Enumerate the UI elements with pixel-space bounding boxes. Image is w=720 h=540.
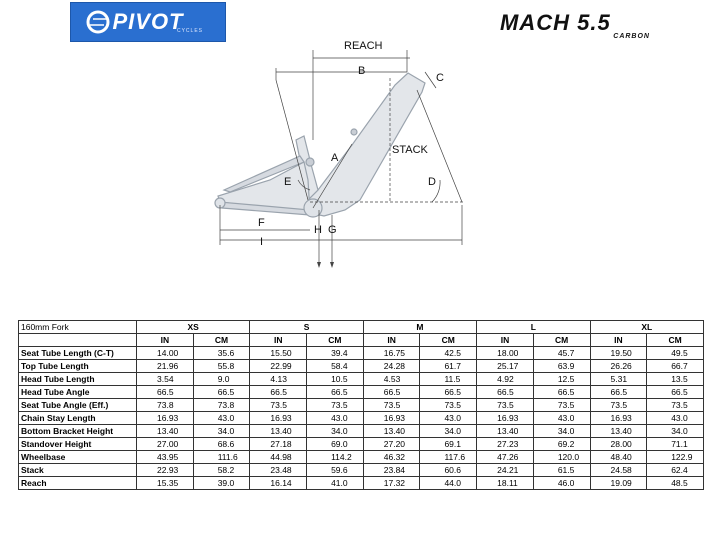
table-row — [19, 412, 704, 425]
table-cell: 4.53 — [363, 373, 420, 386]
table-cell: 11.5 — [420, 373, 477, 386]
table-cell: 34.0 — [647, 425, 704, 438]
geometry-table — [18, 320, 704, 490]
table-row — [19, 425, 704, 438]
brand-sub: CYCLES — [176, 28, 203, 34]
table-cell: 34.0 — [533, 425, 590, 438]
table-cell: 23.48 — [250, 464, 307, 477]
table-cell: 12.5 — [533, 373, 590, 386]
label-reach: REACH — [344, 40, 383, 52]
row-label: Head Tube Angle — [19, 386, 137, 399]
table-cell: 44.0 — [420, 477, 477, 490]
table-cell: 13.5 — [647, 373, 704, 386]
table-cell: 73.5 — [647, 399, 704, 412]
table-cell: 66.5 — [193, 386, 250, 399]
table-cell: 4.13 — [250, 373, 307, 386]
table-cell: 23.84 — [363, 464, 420, 477]
table-cell: 3.54 — [137, 373, 194, 386]
row-label: Seat Tube Length (C-T) — [19, 347, 137, 360]
size-header: XS — [137, 321, 250, 334]
table-cell: 58.2 — [193, 464, 250, 477]
table-cell: 73.5 — [477, 399, 534, 412]
unit-in: IN — [363, 334, 420, 347]
pivot-swoosh-icon — [85, 9, 111, 35]
table-cell: 41.0 — [307, 477, 364, 490]
unit-cm: CM — [647, 334, 704, 347]
table-cell: 46.0 — [533, 477, 590, 490]
label-f: F — [258, 217, 265, 229]
table-row — [19, 360, 704, 373]
table-row — [19, 373, 704, 386]
table-row — [19, 438, 704, 451]
label-c: C — [436, 72, 444, 84]
table-cell: 13.40 — [137, 425, 194, 438]
table-cell: 43.0 — [647, 412, 704, 425]
pivot-cycles-logo — [70, 2, 226, 42]
mach-model-logo — [500, 10, 660, 40]
table-cell: 10.5 — [307, 373, 364, 386]
table-cell: 63.9 — [533, 360, 590, 373]
table-cell: 44.98 — [250, 451, 307, 464]
table-cell: 66.5 — [533, 386, 590, 399]
table-cell: 27.23 — [477, 438, 534, 451]
row-label: Bottom Bracket Height — [19, 425, 137, 438]
row-label: Stack — [19, 464, 137, 477]
table-cell: 66.5 — [363, 386, 420, 399]
frame-geometry-diagram — [200, 40, 490, 270]
table-cell: 48.5 — [647, 477, 704, 490]
table-cell: 22.93 — [137, 464, 194, 477]
row-label: Standover Height — [19, 438, 137, 451]
table-cell: 43.0 — [307, 412, 364, 425]
unit-in: IN — [137, 334, 194, 347]
table-cell: 73.5 — [420, 399, 477, 412]
table-cell: 16.93 — [590, 412, 647, 425]
table-cell: 43.0 — [533, 412, 590, 425]
table-cell: 24.21 — [477, 464, 534, 477]
table-cell: 71.1 — [647, 438, 704, 451]
table-cell: 15.50 — [250, 347, 307, 360]
table-cell: 49.5 — [647, 347, 704, 360]
table-cell: 34.0 — [420, 425, 477, 438]
table-cell: 69.1 — [420, 438, 477, 451]
table-cell: 13.40 — [477, 425, 534, 438]
label-a: A — [331, 152, 339, 164]
table-cell: 66.5 — [590, 386, 647, 399]
row-label: Chain Stay Length — [19, 412, 137, 425]
table-cell: 68.6 — [193, 438, 250, 451]
table-cell: 117.6 — [420, 451, 477, 464]
table-cell: 114.2 — [307, 451, 364, 464]
model-name: MACH 5.5 — [500, 10, 611, 35]
size-header: M — [363, 321, 476, 334]
table-cell: 16.14 — [250, 477, 307, 490]
table-cell: 61.5 — [533, 464, 590, 477]
row-label: Head Tube Length — [19, 373, 137, 386]
table-cell: 60.6 — [420, 464, 477, 477]
table-cell: 14.00 — [137, 347, 194, 360]
table-cell: 66.5 — [477, 386, 534, 399]
table-cell: 16.93 — [250, 412, 307, 425]
table-cell: 27.20 — [363, 438, 420, 451]
table-row — [19, 386, 704, 399]
table-cell: 69.0 — [307, 438, 364, 451]
row-label: Top Tube Length — [19, 360, 137, 373]
table-cell: 66.7 — [647, 360, 704, 373]
row-label: Wheelbase — [19, 451, 137, 464]
table-cell: 9.0 — [193, 373, 250, 386]
table-cell: 27.00 — [137, 438, 194, 451]
table-cell: 43.95 — [137, 451, 194, 464]
empty-cell — [19, 334, 137, 347]
table-cell: 73.5 — [307, 399, 364, 412]
table-cell: 66.5 — [137, 386, 194, 399]
label-g: G — [328, 224, 337, 236]
table-cell: 39.0 — [193, 477, 250, 490]
label-i: I — [260, 236, 264, 248]
unit-in: IN — [250, 334, 307, 347]
table-cell: 25.17 — [477, 360, 534, 373]
table-row — [19, 464, 704, 477]
label-d: D — [428, 176, 436, 188]
table-cell: 13.40 — [250, 425, 307, 438]
table-cell: 34.0 — [307, 425, 364, 438]
table-cell: 26.26 — [590, 360, 647, 373]
unit-in: IN — [477, 334, 534, 347]
table-cell: 13.40 — [590, 425, 647, 438]
unit-cm: CM — [307, 334, 364, 347]
unit-in: IN — [590, 334, 647, 347]
table-cell: 73.5 — [590, 399, 647, 412]
table-cell: 46.32 — [363, 451, 420, 464]
table-cell: 73.8 — [137, 399, 194, 412]
size-header: XL — [590, 321, 704, 334]
row-label: Seat Tube Angle (Eff.) — [19, 399, 137, 412]
table-cell: 17.32 — [363, 477, 420, 490]
fork-label: 160mm Fork — [19, 321, 137, 334]
table-cell: 73.5 — [250, 399, 307, 412]
unit-header-row — [19, 334, 704, 347]
table-cell: 66.5 — [250, 386, 307, 399]
table-cell: 39.4 — [307, 347, 364, 360]
unit-cm: CM — [420, 334, 477, 347]
brand-name: PIVOT — [112, 9, 184, 34]
table-cell: 73.5 — [363, 399, 420, 412]
table-cell: 19.09 — [590, 477, 647, 490]
table-cell: 13.40 — [363, 425, 420, 438]
geometry-table-body — [19, 347, 704, 490]
table-cell: 5.31 — [590, 373, 647, 386]
table-cell: 73.5 — [533, 399, 590, 412]
table-cell: 120.0 — [533, 451, 590, 464]
table-cell: 16.93 — [363, 412, 420, 425]
table-cell: 66.5 — [307, 386, 364, 399]
table-cell: 111.6 — [193, 451, 250, 464]
table-cell: 45.7 — [533, 347, 590, 360]
size-header-row — [19, 321, 704, 334]
table-cell: 18.11 — [477, 477, 534, 490]
table-cell: 62.4 — [647, 464, 704, 477]
label-b: B — [358, 65, 366, 77]
table-cell: 47.26 — [477, 451, 534, 464]
table-cell: 55.8 — [193, 360, 250, 373]
frame-drawing — [200, 40, 490, 270]
table-cell: 4.92 — [477, 373, 534, 386]
table-row — [19, 399, 704, 412]
label-e: E — [284, 176, 292, 188]
table-cell: 16.93 — [477, 412, 534, 425]
unit-cm: CM — [193, 334, 250, 347]
table-cell: 59.6 — [307, 464, 364, 477]
size-header: L — [477, 321, 590, 334]
table-cell: 122.9 — [647, 451, 704, 464]
table-cell: 43.0 — [193, 412, 250, 425]
table-cell: 19.50 — [590, 347, 647, 360]
label-h: H — [314, 224, 322, 236]
table-cell: 48.40 — [590, 451, 647, 464]
table-cell: 21.96 — [137, 360, 194, 373]
table-row — [19, 451, 704, 464]
table-cell: 18.00 — [477, 347, 534, 360]
table-cell: 58.4 — [307, 360, 364, 373]
table-cell: 35.6 — [193, 347, 250, 360]
table-cell: 24.28 — [363, 360, 420, 373]
table-cell: 43.0 — [420, 412, 477, 425]
table-cell: 66.5 — [647, 386, 704, 399]
table-cell: 66.5 — [420, 386, 477, 399]
table-cell: 16.93 — [137, 412, 194, 425]
table-cell: 15.35 — [137, 477, 194, 490]
model-sub: CARBON — [613, 33, 650, 40]
table-cell: 22.99 — [250, 360, 307, 373]
table-cell: 61.7 — [420, 360, 477, 373]
table-cell: 16.75 — [363, 347, 420, 360]
table-cell: 69.2 — [533, 438, 590, 451]
table-cell: 34.0 — [193, 425, 250, 438]
table-cell: 27.18 — [250, 438, 307, 451]
label-stack: STACK — [392, 144, 428, 156]
table-row — [19, 477, 704, 490]
table-cell: 24.58 — [590, 464, 647, 477]
table-cell: 42.5 — [420, 347, 477, 360]
row-label: Reach — [19, 477, 137, 490]
table-cell: 28.00 — [590, 438, 647, 451]
size-header: S — [250, 321, 363, 334]
table-cell: 73.8 — [193, 399, 250, 412]
unit-cm: CM — [533, 334, 590, 347]
table-row — [19, 347, 704, 360]
